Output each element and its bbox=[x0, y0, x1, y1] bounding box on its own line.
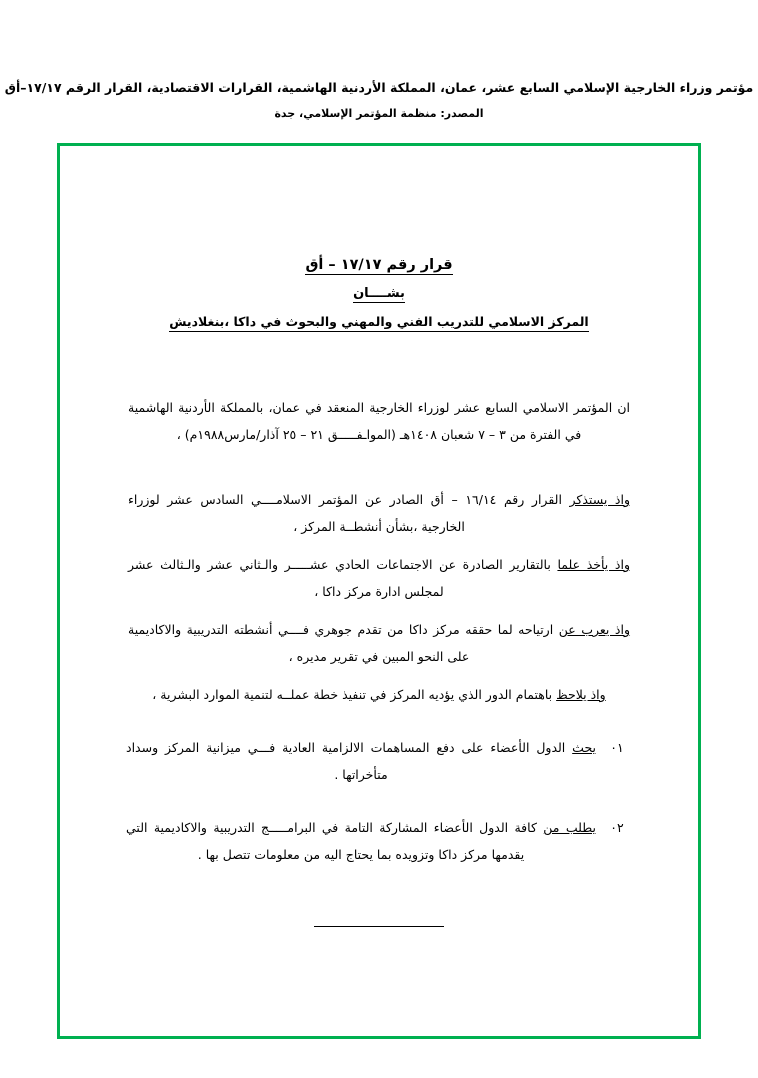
resolution-number-title: قرار رقم ١٧/١٧ – أق bbox=[305, 257, 453, 273]
preamble-clause-3-underline: واذ يعرب عن bbox=[558, 622, 631, 637]
preamble-clause-4 bbox=[120, 681, 638, 708]
header-conference-line: مؤتمر وزراء الخارجية الإسلامي السابع عشر، عمان، المملكة الأردنية الهاشمية، القرارات الاقتصادية، القرار الرقم ١٧/١٧–أق bbox=[4, 80, 754, 95]
resolution-subtitle: بشــــان bbox=[353, 286, 405, 301]
resolution-page-content bbox=[60, 146, 698, 1036]
operative-clause-2 bbox=[120, 814, 638, 868]
preamble-paragraph: ان المؤتمر الاسلامي السابع عشر لوزراء الخارجية المنعقد في عمان، بالمملكة الأردنية الهاشمية في الفترة من ٣ – ٧ شعبان ١٤٠٨هـ (المواـفـــــق ٢١ – ٢٥ آذار/مارس١٩٨٨م) ، bbox=[128, 400, 630, 442]
preamble-clause-2 bbox=[120, 551, 638, 605]
operative-clause-2-underline: يطلب من bbox=[543, 820, 596, 835]
resolution-subtitle-row bbox=[120, 275, 638, 303]
preamble-clause-3-text: ارتياحه لما حققه مركز داكا من تقدم جوهري فــــي أنشطته التدريبية والاكاديمية على النحو المبين في تقرير مديره ، bbox=[128, 622, 559, 664]
preamble-clause-2-underline: واذ يأخذ علما bbox=[557, 557, 630, 572]
resolution-title-row bbox=[120, 256, 638, 275]
preamble-clause-2-text: بالتقارير الصادرة عن الاجتماعات الحادي عشـــــر والـثاني عشر والـثالث عشر لمجلس ادارة مركز داكا ، bbox=[128, 557, 558, 599]
end-of-document-rule bbox=[314, 926, 444, 927]
preamble-clause-1-text: القرار رقم ١٦/١٤ – أق الصادر عن المؤتمر الاسلامــــي السادس عشر لوزراء الخارجية ،بشأن أنشطــة المركز ، bbox=[128, 492, 570, 534]
operative-clause-1-underline: يحث bbox=[572, 740, 596, 755]
resolution-title-block bbox=[120, 256, 638, 332]
operative-clause-2-text bbox=[120, 814, 596, 868]
resolution-page-frame bbox=[57, 143, 701, 1039]
operative-clause-2-number: ٠٢ bbox=[610, 820, 624, 835]
operative-clause-1-text bbox=[120, 734, 596, 788]
preamble-clause-1-underline: واذ يستذكر bbox=[569, 492, 630, 507]
body-spacer bbox=[120, 468, 638, 486]
header-source-line: المصدر: منظمة المؤتمر الإسلامي، جدة bbox=[274, 107, 484, 120]
operative-clause-1-body: الدول الأعضاء على دفع المساهمات الالزامية العادية فـــي ميزانية المركز وسداد متأخراتها . bbox=[126, 740, 573, 782]
document-header bbox=[0, 80, 758, 120]
resolution-topic: المركز الاسلامي للتدريب الفني والمهني والبحوث في داكا ،بنغلاديش bbox=[169, 314, 588, 332]
preamble-clause-4-text: باهتمام الدور الذي يؤديه المركز في تنفيذ خطة عملــه لتنمية الموارد البشرية ، bbox=[152, 687, 557, 702]
preamble-clause-4-underline: واذ يلاحظ bbox=[556, 687, 606, 702]
preamble-clause-1 bbox=[120, 486, 638, 540]
operative-clause-1 bbox=[120, 734, 638, 788]
operative-clause-2-body: كافة الدول الأعضاء المشاركة التامة في البرامـــــج التدريبية والاكاديمية التي يقدمها مركز داكا وتزويده بما يحتاج اليه من معلومات تتصل بها . bbox=[126, 820, 544, 862]
operative-clause-1-number: ٠١ bbox=[610, 740, 624, 755]
preamble-clause-3 bbox=[120, 616, 638, 670]
resolution-body bbox=[120, 394, 638, 927]
resolution-topic-row bbox=[120, 303, 638, 332]
